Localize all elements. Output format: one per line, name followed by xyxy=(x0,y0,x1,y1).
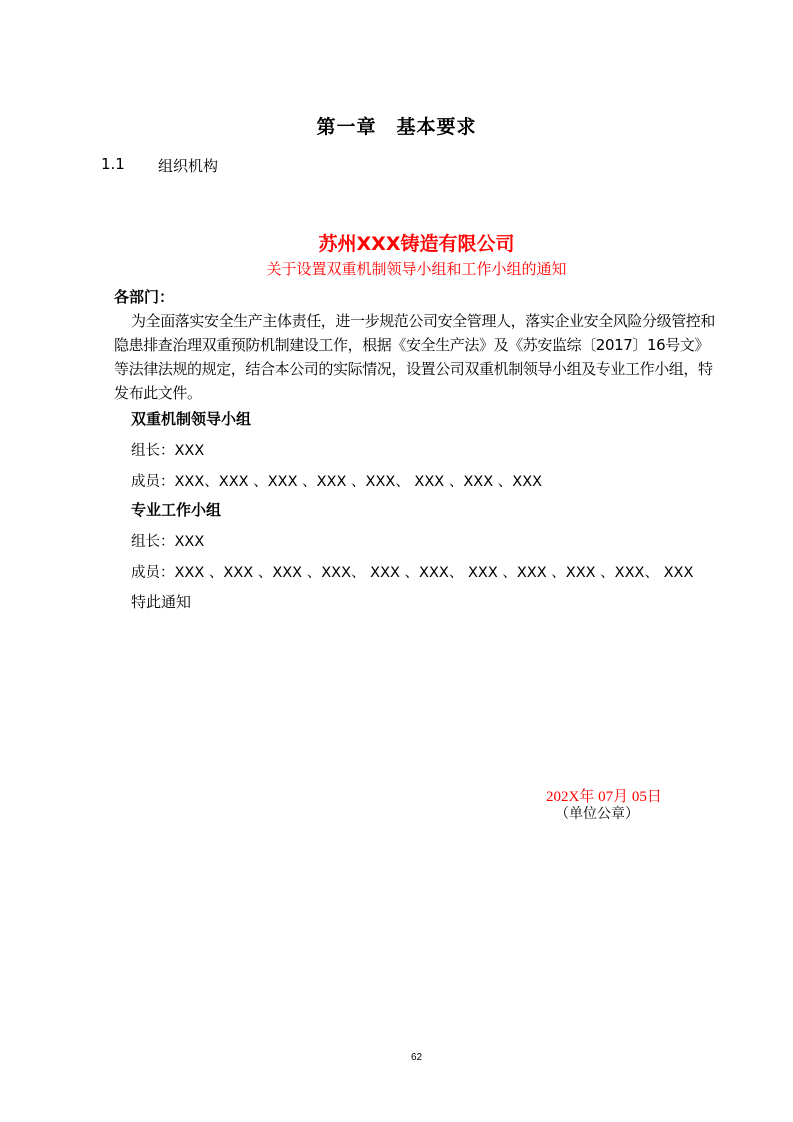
salutation: 各部门： xyxy=(114,288,175,306)
leadership-group-heading: 双重机制领导小组 xyxy=(131,410,252,428)
work-group-leader: 组长：XXX xyxy=(131,534,205,550)
notice-body-paragraph: 为全面落实安全生产主体责任，进一步规范公司安全管理人，落实企业安全风险分级管控和隐患排查治理双重预防机制建设工作，根据《安全生产法》及《苏安监综〔2017〕16号文》等法律法规的规定，结合本公司的实际情况，设置公司双重机制领导小组及专业工作小组，特发布此文件。 xyxy=(114,312,716,402)
section-title: 组织机构 xyxy=(158,157,219,175)
closing-line: 特此通知 xyxy=(131,593,192,611)
page-number: 62 xyxy=(410,1052,423,1063)
leadership-group-members: 成员：XXX、XXX 、XXX 、XXX 、XXX、 XXX 、XXX 、XXX xyxy=(131,474,543,490)
stamp-label: （单位公章） xyxy=(555,806,639,822)
company-name: 苏州XXX铸造有限公司 xyxy=(318,233,515,255)
chapter-title: 第一章 基本要求 xyxy=(316,116,477,138)
leadership-group-leader: 组长：XXX xyxy=(131,443,205,459)
work-group-members: 成员：XXX 、XXX 、XXX 、XXX、 XXX 、XXX、 XXX 、XXX 、XXX 、XXX、 XXX xyxy=(131,565,694,581)
section-number: 1.1 xyxy=(101,155,125,173)
notice-title: 关于设置双重机制领导小组和工作小组的通知 xyxy=(266,260,567,278)
issue-date: 202X年 07月 05日 xyxy=(546,789,662,805)
work-group-heading: 专业工作小组 xyxy=(131,501,222,519)
